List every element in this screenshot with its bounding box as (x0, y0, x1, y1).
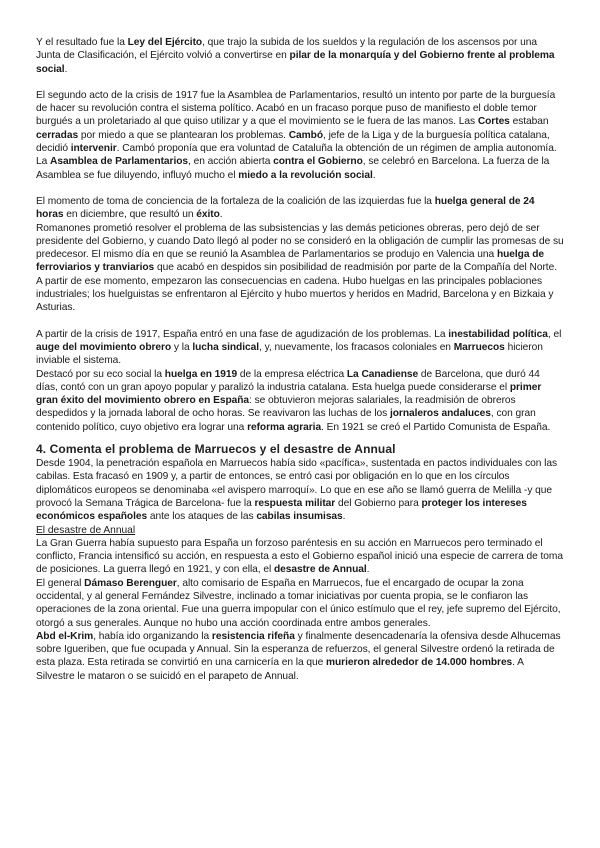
bold-text: miedo a la revolución social (238, 169, 373, 181)
bold-text: lucha sindical (192, 341, 260, 353)
paragraph-asamblea-parlamentarios: El segundo acto de la crisis de 1917 fue la Asamblea de Parlamentarios, resultó un intento por parte de la burguesía de hacer su revolución contra el sistema político. Acabó en un fracaso porque puso de manifiesto el doble temor burgués a un proletariado al que quiso utilizar y a que el movimiento se le fuera de las manos. Las Cortes estaban cerradas por miedo a que se plantearan los problemas. Cambó, jefe de la Liga y de la burguesía política catalana, decidió intervenir. Cambó proponía que era voluntad de Cataluña la obtención de un régimen de amplia autonomía. La Asamblea de Parlamentarios, en acción abierta contra el Gobierno, se celebró en Barcelona. La fuerza de la Asamblea se fue diluyendo, influyó mucho el miedo a la revolución social. (36, 89, 557, 181)
bold-text: Abd el-Krim (36, 630, 94, 642)
bold-text: huelga general de 24 horas (36, 195, 535, 221)
bold-text: cerradas (36, 129, 79, 141)
bold-text: Dámaso Berenguer (84, 577, 177, 589)
paragraph-ley-ejercito: Y el resultado fue la Ley del Ejército, que trajo la subida de los sueldos y la regulación de los ascensos por una Junta de Clasificación, el Ejército volvió a convertirse en pilar de la monarquía y del Gobierno frente al problema social. (36, 37, 555, 75)
bold-text: Asamblea de Parlamentarios (50, 156, 189, 168)
bold-text: resistencia rifeña (211, 630, 295, 642)
bold-text: éxito (196, 209, 220, 221)
section-heading: 4. Comenta el problema de Marruecos y el desastre de Annual (36, 442, 396, 457)
bold-text: primer gran éxito del movimiento obrero en España (36, 381, 542, 407)
bold-text: auge del movimiento obrero (36, 341, 172, 353)
bold-text: murieron alrededor de 14.000 hombres (326, 657, 513, 669)
bold-text: huelga en 1919 (164, 368, 238, 380)
paragraph-crisis-1917: A partir de la crisis de 1917, España entró en una fase de agudización de los problemas. La inestabilidad política, el auge del movimiento obrero y la lucha sindical, y, nuevamente, los fracasos coloniales en Marruecos hicieron inviable el sistema. Destacó por su eco social la huelga en 1919 de la empresa eléctrica La Canadiense de Barcelona, que duró 44 días, contó con un gran apoyo popular y paralizó la industria catalana. Esta huelga puede considerarse el primer gran éxito del movimiento obrero en España: se obtuvieron mejoras salariales, la readmisión de obreros despedidos y la jornada laboral de ocho horas. Se reavivaron las luchas de los jornaleros andaluces, con gran contenido político, cuyo objetivo era lograr una reforma agraria. En 1921 se creó el Partido Comunista de España. (36, 328, 562, 433)
paragraph-marruecos: Desde 1904, la penetración española en Marruecos había sido «pacífica», sustentada en pactos individuales con las cabilas. Esta fracasó en 1909 y, a partir de entonces, se entró casi por obligación en lo que en los círculos diplomáticos europeos se denominaba «el avispero marroquí». Lo que en ese año se llamó guerra de Melilla -y que provocó la Semana Trágica de Barcelona- fue la respuesta militar del Gobierno para proteger los intereses económicos españoles ante los ataques de las cabilas insumisas. (36, 458, 558, 523)
paragraph-huelga-general: El momento de toma de conciencia de la fortaleza de la coalición de las izquierdas fue la huelga general de 24 horas en diciembre, que resultó un éxito. Romanones prometió resolver el problema de las subsistencias y las demás peticiones obreras, pero dejó de ser presidente del Gobierno, y cuando Dato llegó al poder no se consideró en la obligación de cumplir las promesas de su predecesor. El mismo día en que se reunió la Asamblea de Parlamentarios se produjo en Valencia una huelga de ferroviarios y tranviarios que acabó en despidos sin posibilidad de readmisión por parte de la Compañía del Norte. A partir de ese momento, empezaron las consecuencias en cadena. Hubo huelgas en las principales poblaciones industriales; los huelguistas se enfrentaron al Ejército y hubo muertos y heridos en Madrid, Barcelona y en Bizkaia y Asturias. (36, 195, 564, 314)
bold-text: intervenir (70, 143, 117, 155)
paragraph-annual: La Gran Guerra había supuesto para España un forzoso paréntesis en su acción en Marruecos pero terminado el conflicto, Francia intensificó su acción, en respuesta a esto el Gobierno español inició una especie de carrera de toma de posiciones. La guerra llegó en 1921, y con ella, el desastre de Annual. El general Dámaso Berenguer, alto comisario de España en Marruecos, fue el encargado de ocupar la zona occidental, y al general Fernández Silvestre, inclinado a tomar iniciativas por cuenta propia, se le confiaron las operaciones de la zona oriental. Fue una guerra impopular con el único estímulo que el rey, jefe supremo del Ejército, otorgó a sus generales. Aunque no hubo una acción coordinada entre ambos generales. Abd el-Krim, había ido organizando la resistencia rifeña y finalmente desencadenaría la ofensiva desde Alhucemas sobre Igueriben, que fue ocupada y Annual. Sin la esperanza de refuerzos, el general Silvestre ordenó la retirada de esta plaza. Esta retirada se convirtió en una carnicería en la que murieron alrededor de 14.000 hombres. A Silvestre le mataron o se suicidó en el parapeto de Annual. (36, 537, 563, 682)
bold-text: desastre de Annual (273, 564, 367, 576)
bold-text: inestabilidad política (448, 328, 548, 340)
bold-text: contra el Gobierno (273, 156, 363, 168)
bold-text: cabilas insumisas (256, 511, 343, 523)
bold-text: proteger los intereses económicos españoles (36, 497, 527, 523)
bold-text: pilar de la monarquía y del Gobierno frente al problema social (36, 50, 555, 75)
bold-text: Cortes (477, 116, 510, 128)
bold-text: La Canadiense (346, 368, 419, 380)
bold-text: reforma agraria (247, 421, 322, 433)
bold-text: Ley del Ejército (127, 37, 203, 48)
subheading-desastre-annual: El desastre de Annual (36, 524, 136, 536)
bold-text: respuesta militar (254, 497, 336, 509)
bold-text: Cambó (288, 129, 324, 141)
bold-text: huelga de ferroviarios y tranviarios (36, 249, 545, 274)
bold-text: jornaleros andaluces (389, 408, 491, 420)
bold-text: Marruecos (453, 341, 505, 353)
